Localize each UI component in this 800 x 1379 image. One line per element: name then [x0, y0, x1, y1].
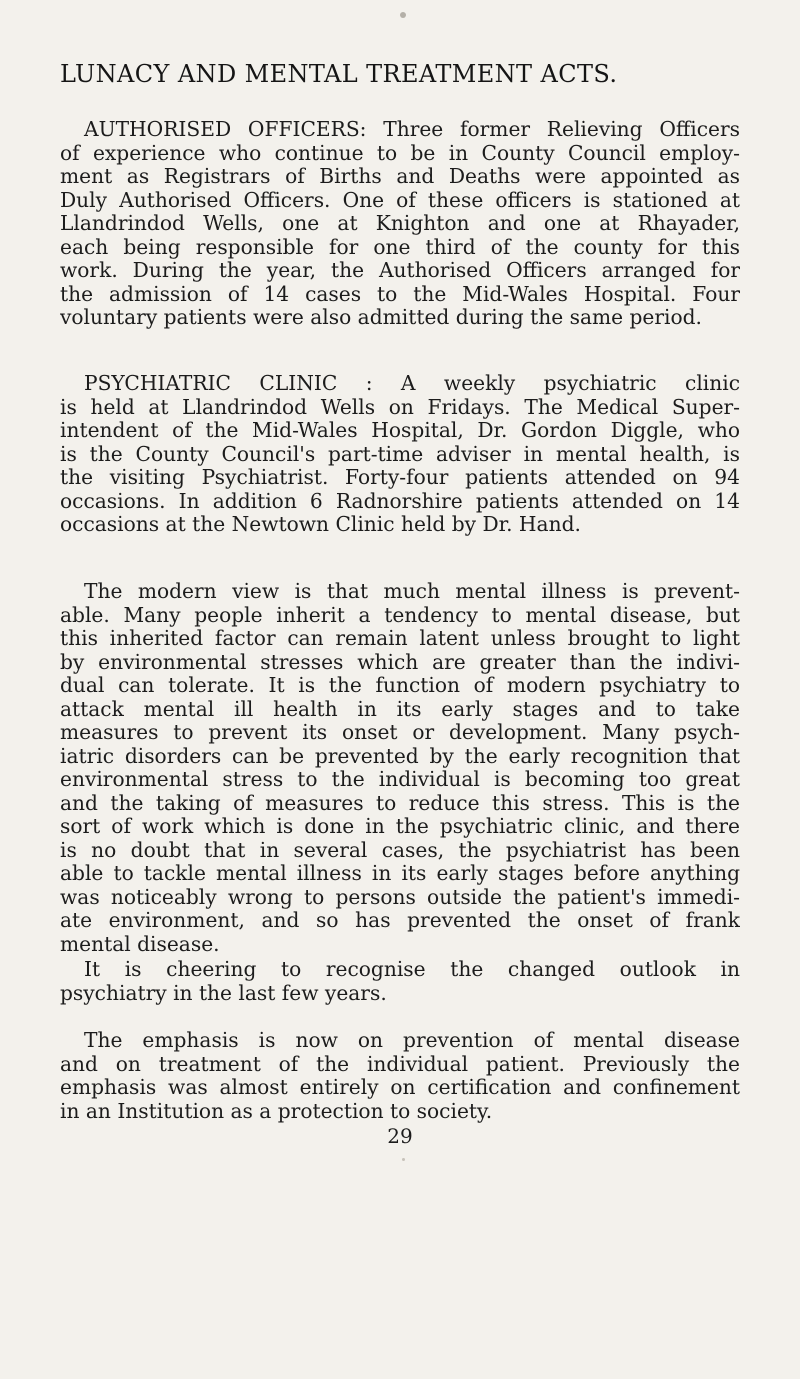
scan-speck — [402, 1158, 405, 1161]
text-line: was noticeably wrong to persons outside the patient's immedi- — [60, 885, 740, 909]
paragraph-cheering-outlook — [60, 958, 740, 1005]
text-line: mental disease. — [60, 932, 220, 956]
text-line: environmental stress to the individual is becoming too great — [60, 768, 740, 791]
text-line: by environmental stresses which are greater than the indivi- — [60, 650, 740, 674]
paragraph-authorised-officers — [60, 118, 740, 330]
text-line: and the taking of measures to reduce this stress. This is the — [60, 791, 740, 815]
text-line: psychiatry in the last few years. — [60, 981, 387, 1005]
text-line: AUTHORISED OFFICERS: Three former Relieving Officers — [84, 118, 740, 141]
text-line: ment as Registrars of Births and Deaths were appointed as — [60, 165, 740, 188]
text-line: It is cheering to recognise the changed outlook in — [84, 958, 740, 981]
text-line: occasions. In addition 6 Radnorshire patients attended on 14 — [60, 489, 740, 513]
text-line: able to tackle mental illness in its early stages before anything — [60, 862, 740, 885]
text-line: attack mental ill health in its early stages and to take — [60, 697, 740, 721]
text-line: The modern view is that much mental illness is prevent- — [84, 580, 740, 603]
text-line: is held at Llandrindod Wells on Fridays. The Medical Super- — [60, 395, 740, 419]
paragraph-emphasis-prevention — [60, 1029, 740, 1123]
text-line: measures to prevent its onset or development. Many psych- — [60, 721, 740, 744]
scan-speck — [400, 12, 406, 18]
text-line: is the County Council's part-time adviser in mental health, is — [60, 442, 740, 466]
text-line: iatric disorders can be prevented by the early recognition that — [60, 744, 740, 768]
text-line: voluntary patients were also admitted during the same period. — [60, 306, 702, 329]
paragraph-modern-view — [60, 580, 740, 956]
text-line: occasions at the Newtown Clinic held by Dr. Hand. — [60, 513, 581, 536]
text-line: in an Institution as a protection to society. — [60, 1099, 493, 1123]
text-line: work. During the year, the Authorised Officers arranged for — [60, 259, 740, 282]
text-line: Llandrindod Wells, one at Knighton and one at Rhayader, — [60, 212, 740, 235]
paragraph-psychiatric-clinic — [60, 372, 740, 537]
text-line: dual can tolerate. It is the function of modern psychiatry to — [60, 674, 740, 697]
text-line: PSYCHIATRIC CLINIC : A weekly psychiatric clinic — [84, 372, 740, 395]
text-line: intendent of the Mid-Wales Hospital, Dr. Gordon Diggle, who — [60, 419, 740, 442]
text-line: the visiting Psychiatrist. Forty-four patients attended on 94 — [60, 466, 740, 489]
text-line: the admission of 14 cases to the Mid-Wales Hospital. Four — [60, 282, 740, 306]
text-line: able. Many people inherit a tendency to mental disease, but — [60, 603, 740, 627]
text-line: The emphasis is now on prevention of mental disease — [84, 1029, 740, 1052]
text-line: sort of work which is done in the psychiatric clinic, and there — [60, 815, 740, 838]
text-line: of experience who continue to be in County Council employ- — [60, 141, 740, 165]
section-heading: LUNACY AND MENTAL TREATMENT ACTS. — [60, 60, 618, 88]
text-line: is no doubt that in several cases, the psychiatrist has been — [60, 838, 740, 862]
text-line: and on treatment of the individual patient. Previously the — [60, 1052, 740, 1076]
text-line: ate environment, and so has prevented the onset of frank — [60, 909, 740, 932]
page-number: 29 — [387, 1124, 413, 1148]
text-line: this inherited factor can remain latent unless brought to light — [60, 627, 740, 650]
text-line: Duly Authorised Officers. One of these officers is stationed at — [60, 188, 740, 212]
text-line: each being responsible for one third of the county for this — [60, 235, 740, 259]
text-line: emphasis was almost entirely on certification and confinement — [60, 1076, 740, 1099]
